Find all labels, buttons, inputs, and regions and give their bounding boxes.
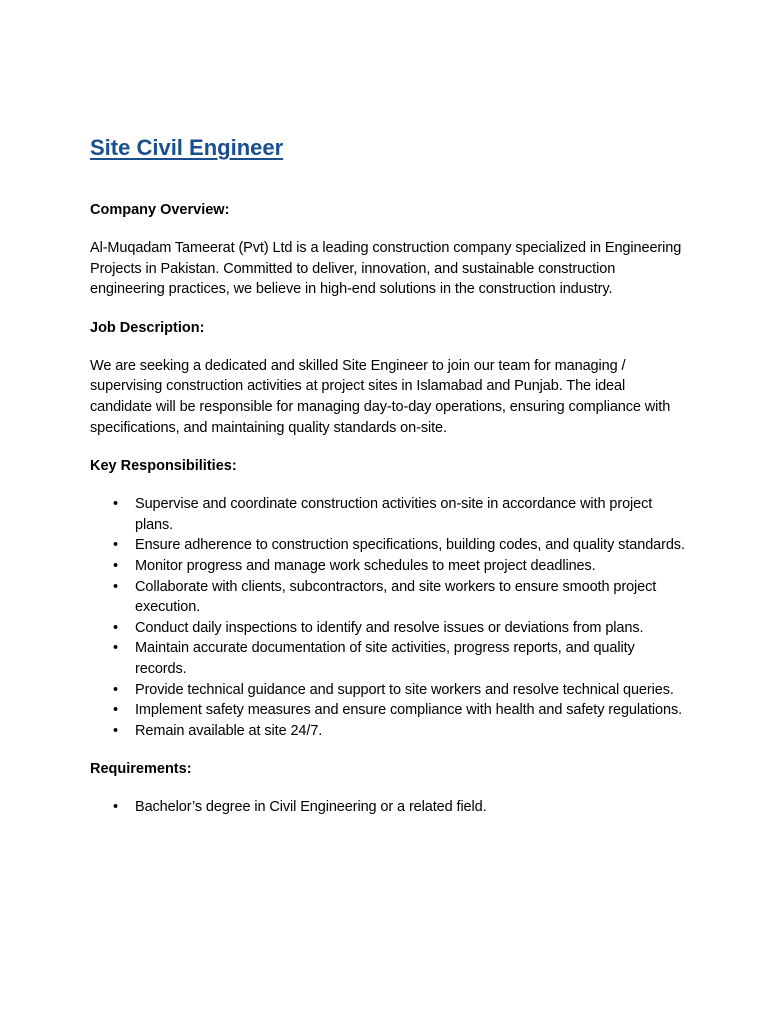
list-item [113, 797, 690, 818]
section-heading: Key Responsibilities: [90, 458, 237, 475]
document-page [90, 134, 690, 836]
bullet-list [90, 494, 690, 741]
bullet-icon: • [113, 496, 118, 513]
bullet-icon: • [113, 702, 118, 719]
list-item-text: Collaborate with clients, subcontractors, and site workers to ensure smooth project execution. [135, 578, 657, 616]
section-job-description [90, 318, 690, 438]
list-item [113, 638, 690, 679]
list-item [113, 535, 690, 556]
list-item-text: Bachelor’s degree in Civil Engineering or a related field. [135, 799, 487, 816]
list-item-text: Remain available at site 24/7. [135, 722, 323, 739]
bullet-list [90, 797, 690, 818]
bullet-icon: • [113, 799, 118, 816]
bullet-icon: • [113, 537, 118, 554]
section-paragraph: We are seeking a dedicated and skilled Site Engineer to join our team for managing / supervising construction activities at project sites in Islamabad and Punjab. The ideal candidate will be responsible for managing day-to-day operations, ensuring compliance with specifications, and maintaining quality standards on-site. [90, 357, 671, 436]
section-paragraph: Al-Muqadam Tameerat (Pvt) Ltd is a leading construction company specialized in Engineering Projects in Pakistan. Committed to deliver, innovation, and sustainable construction engineering practices, we believe in high-end solutions in the construction industry. [90, 240, 682, 298]
section-company-overview [90, 200, 690, 300]
section-heading: Job Description: [90, 319, 205, 336]
bullet-icon: • [113, 557, 118, 574]
list-item [113, 618, 690, 639]
section-heading: Company Overview: [90, 202, 230, 218]
bullet-icon: • [113, 640, 118, 657]
list-item [113, 680, 690, 701]
list-item-text: Monitor progress and manage work schedules to meet project deadlines. [135, 557, 596, 574]
list-item-text: Implement safety measures and ensure compliance with health and safety regulations. [135, 702, 683, 719]
section-key-responsibilities [90, 456, 690, 741]
list-item [113, 577, 690, 618]
list-item [113, 721, 690, 742]
bullet-icon: • [113, 578, 118, 595]
list-item [113, 556, 690, 577]
bullet-icon: • [113, 681, 118, 698]
list-item [113, 700, 690, 721]
page-title: Site Civil Engineer [90, 135, 284, 160]
section-heading: Requirements: [90, 761, 192, 778]
bullet-icon: • [113, 619, 118, 636]
list-item [113, 494, 690, 535]
list-item-text: Maintain accurate documentation of site activities, progress reports, and quality records. [135, 640, 635, 677]
list-item-text: Supervise and coordinate construction activities on-site in accordance with project plans. [135, 496, 653, 533]
bullet-icon: • [113, 722, 118, 739]
list-item-text: Provide technical guidance and support to site workers and resolve technical queries. [135, 681, 674, 698]
list-item-text: Ensure adherence to construction specifications, building codes, and quality standards. [135, 537, 685, 554]
section-requirements [90, 759, 690, 818]
list-item-text: Conduct daily inspections to identify and resolve issues or deviations from plans. [135, 619, 644, 636]
